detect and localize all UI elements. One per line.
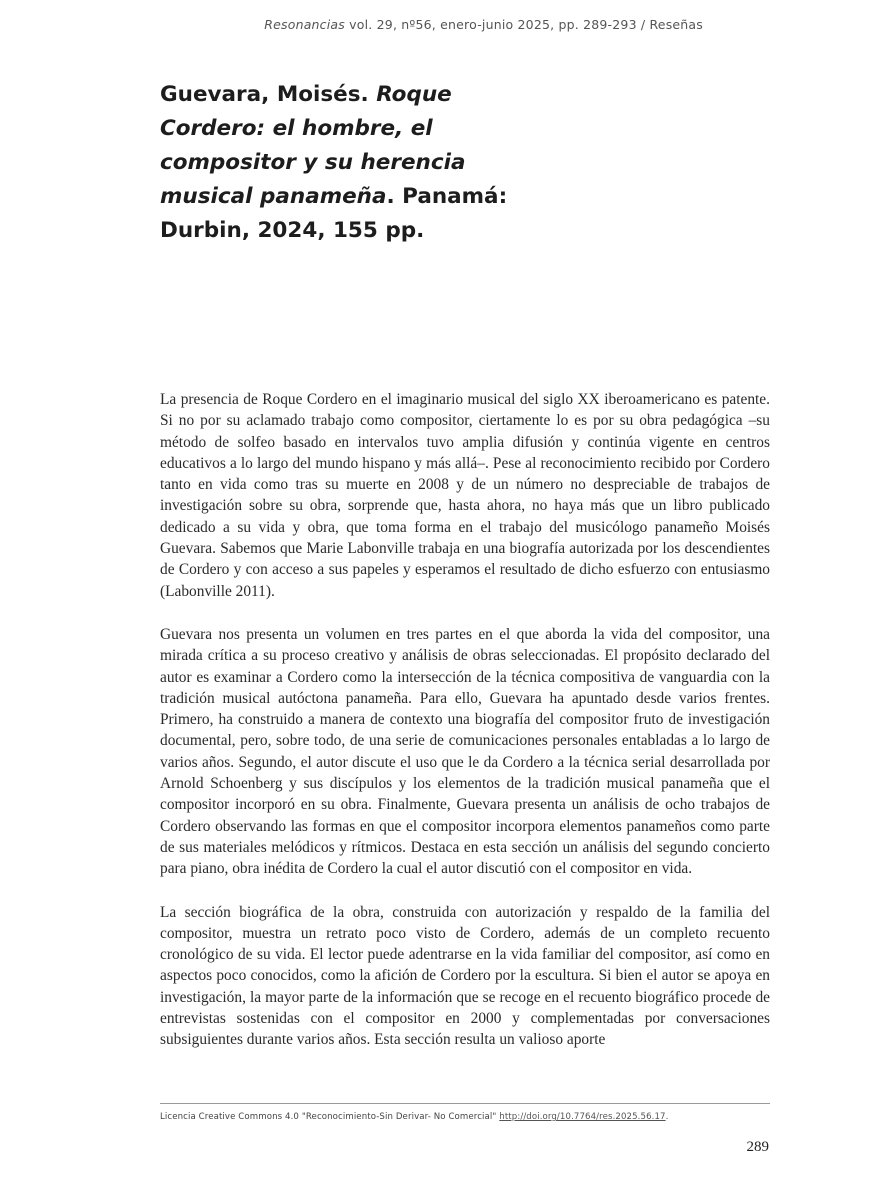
running-header [264, 17, 703, 32]
title-publication: . Panamá: Durbin, 2024, 155 pp. [160, 184, 508, 243]
body-text [160, 389, 770, 1073]
paragraph-1: La presencia de Roque Cordero en el imaginario musical del siglo XX iberoamericano es patente. Si no por su aclamado trabajo como compositor, ciertamente lo es por su obra pedagógica –su método de solfeo basado en intervalos tuvo amplia difusión y continúa vigente en centros educativos a lo largo del mundo hispano y más allá–. Pese al reconocimiento recibido por Cordero tanto en vida como tras su muerte en 2008 y de un número no despreciable de trabajos de investigación sobre su obra, sorprende que, hasta ahora, no haya más que un libro publicado dedicado a su vida y obra, que toma forma en el trabajo del musicólogo panameño Moisés Guevara. Sabemos que Marie Labonville trabaja en una biografía autorizada por los descendientes de Cordero y con acceso a sus papeles y esperamos el resultado de dicho esfuerzo con entusiasmo (Labonville 2011). [160, 391, 770, 600]
journal-name: Resonancias [264, 17, 345, 32]
issue-info: vol. 29, nº56, enero-junio 2025, pp. 289-293 / Reseñas [345, 17, 703, 32]
page-number: 289 [746, 1139, 769, 1155]
paragraph-2: Guevara nos presenta un volumen en tres partes en el que aborda la vida del compositor, una mirada crítica a su proceso creativo y análisis de obras seleccionadas. El propósito declarado del autor es examinar a Cordero como la intersección de la técnica compositiva de vanguardia con la tradición musical autóctona panameña. Para ello, Guevara ha apuntado desde varios frentes. Primero, ha construido a manera de contexto una biografía del compositor fruto de investigación documental, pero, sobre todo, de una serie de comunicaciones personales entabladas a lo largo de varios años. Segundo, el autor discute el uso que le da Cordero a la técnica serial desarrollada por Arnold Schoenberg y sus discípulos y los elementos de la tradición musical panameña que el compositor incorporó en su obra. Finalmente, Guevara presenta un análisis de ocho trabajos de Cordero observando las formas en que el compositor incorpora elementos panameños como parte de sus materiales melódicos y rítmicos. Destaca en esta sección un análisis del segundo concierto para piano, obra inédita de Cordero la cual el autor discutió con el compositor en vida. [160, 625, 770, 878]
license-footnote [160, 1112, 800, 1122]
title-author: Guevara, Moisés. [160, 82, 377, 107]
doi-suffix: . [665, 1112, 669, 1122]
footnote-divider [160, 1103, 770, 1104]
license-text: Licencia Creative Commons 4.0 "Reconocimiento-Sin Derivar- No Comercial" [160, 1112, 500, 1122]
review-title [160, 78, 540, 248]
paragraph-3: La sección biográfica de la obra, construida con autorización y respaldo de la familia del compositor, muestra un retrato poco visto de Cordero, además de un completo recuento cronológico de su vida. El lector puede adentrarse en la vida familiar del compositor, así como en aspectos poco conocidos, como la afición de Cordero por la escultura. Si bien el autor se apoya en investigación, la mayor parte de la información que se recoge en el recuento biográfico procede de entrevistas sostenidas con el compositor en 2000 y complementadas por conversaciones subsiguientes durante varios años. Esta sección resulta un valioso aporte [160, 903, 770, 1049]
doi-link[interactable]: http://doi.org/10.7764/res.2025.56.17 [499, 1112, 666, 1122]
title-book: Roque Cordero: el hombre, el compositor y su herencia musical panameña [160, 82, 466, 209]
